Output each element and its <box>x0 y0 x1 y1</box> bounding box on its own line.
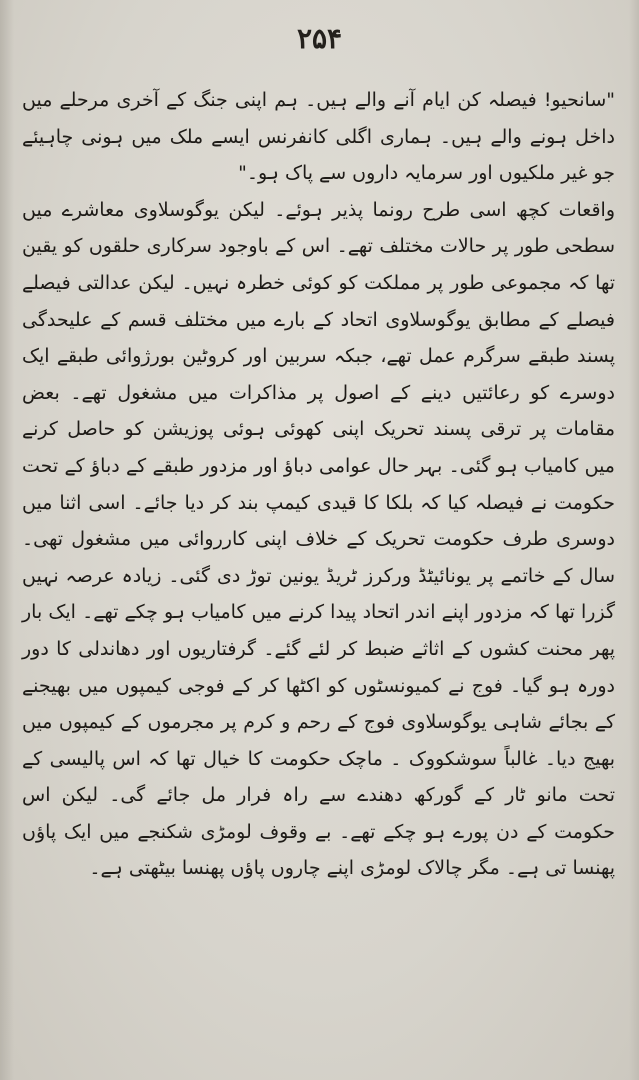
quote-paragraph: "سانحیو! فیصلہ کن ایام آنے والے ہیں۔ ہم اپنی جنگ کے آخری مرحلے میں داخل ہونے والے ہیں۔ ہماری اگلی کانفرنس ایسے ملک میں ہونی چاہیئے جو غیر ملکیوں اور سرمایہ داروں سے پاک ہو۔" <box>22 89 615 185</box>
main-paragraph: واقعات کچھ اسی طرح رونما پذیر ہوئے۔ لیکن یوگوسلاوی معاشرے میں سطحی طور پر حالات مختلف تھے۔ اس کے باوجود سرکاری حلقوں کو یقین تھا کہ مجموعی طور پر مملکت کو کوئی خطرہ نہیں۔ لیکن عدالتی فیصلے فیصلے کے مطابق یوگوسلاوی اتحاد کے بارے میں مختلف قسم کے علیحدگی پسند طبقے سرگرم عمل تھے، جبکہ سربین اور کروٹین بورژوائی طبقے ایک دوسرے کو رعائتیں دینے کے اصول پر مذاکرات میں مشغول تھے۔ بعض مقامات پر ترقی پسند تحریک اپنی کھوئی ہوئی پوزیشن کو حاصل کرنے میں کامیاب ہو گئی۔ بہر حال عوامی دباؤ اور مزدور طبقے کے دباؤ کے تحت حکومت نے فیصلہ کیا کہ بلکا کا قیدی کیمپ بند کر دیا جائے۔ اسی اثنا میں دوسری طرف حکومت تحریک کے خلاف اپنی کارروائی میں مشغول تھی۔ سال کے خاتمے پر یونائیٹڈ ورکرز ٹریڈ یونین توڑ دی گئی۔ زیادہ عرصہ نہیں گزرا تھا کہ مزدور اپنے اندر اتحاد پیدا کرنے میں کامیاب ہو چکے تھے۔ ایک بار پھر محنت کشوں کے اثاثے ضبط کر لئے گئے۔ گرفتاریوں اور دھاندلی کا دور دورہ ہو گیا۔ فوج نے کمیونسٹوں کو اکٹھا کر کے فوجی کیمپوں میں بھیجنے کے بجائے شاہی یوگوسلاوی فوج کے رحم و کرم پر مجرموں کے کیمپوں میں بھیج دیا۔ غالباً سوشکووک ۔ ماچک حکومت کا خیال تھا کہ اس پالیسی کے تحت مانو ٹار کے گورکھ دھندے سے راہ فرار مل جائے گی۔ لیکن اس حکومت کے دن پورے ہو چکے تھے۔ بے وقوف لومڑی شکنجے میں ایک پاؤں پھنسا تی ہے۔ مگر چالاک لومڑی اپنے چاروں پاؤں پھنسا بیٹھتی ہے۔ <box>22 198 615 880</box>
page-shadow-left <box>0 0 14 1080</box>
page-number: ۲۵۴ <box>296 22 343 55</box>
page-shadow-right <box>629 0 639 1080</box>
body-text <box>22 82 615 887</box>
